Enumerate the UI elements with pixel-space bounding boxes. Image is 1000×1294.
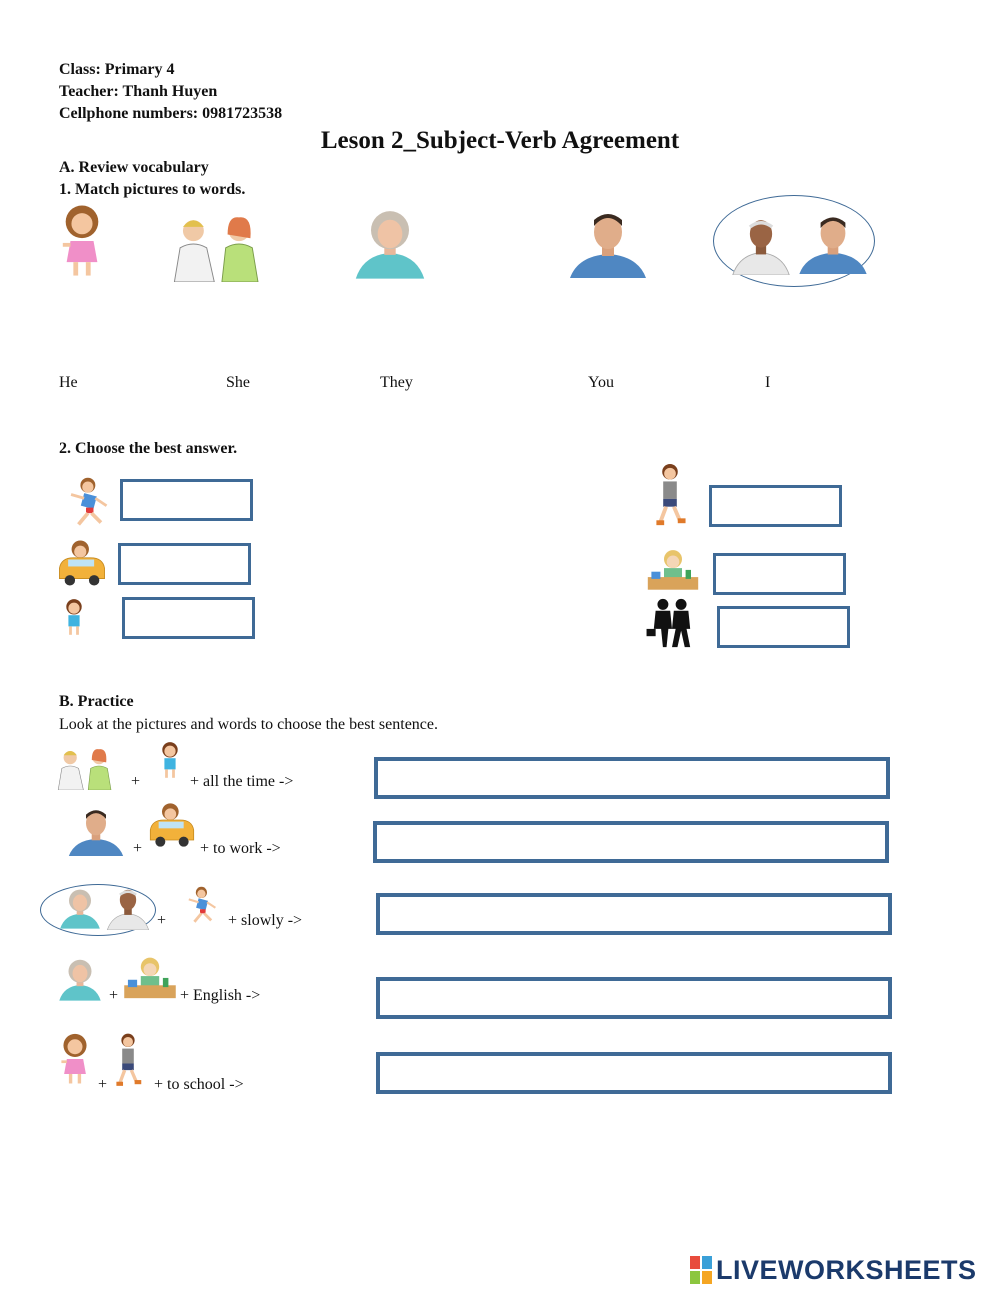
class-line: Class: Primary 4 [59, 61, 175, 78]
word-you[interactable]: You [588, 374, 614, 391]
sentence-box[interactable] [374, 757, 890, 799]
logo-mark-icon [690, 1256, 712, 1284]
walking-boy-icon [650, 462, 690, 530]
word-he[interactable]: He [59, 374, 78, 391]
sentence-box[interactable] [373, 821, 889, 863]
businessmen-icon [644, 598, 700, 648]
old-man-icon [731, 215, 791, 275]
row-phrase: + English -> [180, 987, 261, 1004]
running-kid-icon [179, 884, 221, 926]
plus-sign: + [109, 987, 119, 1004]
girl-icon [58, 1030, 92, 1088]
phone-line: Cellphone numbers: 0981723538 [59, 105, 283, 122]
studying-kid-icon [646, 546, 700, 592]
answer-box-run[interactable] [120, 479, 253, 521]
word-i[interactable]: I [765, 374, 771, 391]
crying-girl-icon [60, 593, 88, 643]
answer-box-drive[interactable] [118, 543, 251, 585]
running-kid-icon [57, 474, 115, 530]
man-icon [797, 212, 869, 274]
answer-box-business[interactable] [717, 606, 850, 648]
plus-sign: + [98, 1076, 108, 1093]
row-phrase: + to school -> [154, 1076, 244, 1093]
plus-sign: + [133, 840, 143, 857]
answer-box-cry[interactable] [122, 597, 255, 639]
man-icon[interactable] [567, 208, 649, 278]
exercise2-heading: 2. Choose the best answer. [59, 440, 238, 457]
girl-icon[interactable] [58, 202, 106, 280]
teacher-line: Teacher: Thanh Huyen [59, 83, 218, 100]
exercise1-heading: 1. Match pictures to words. [59, 181, 246, 198]
two-people-icon[interactable] [172, 206, 268, 282]
old-woman-icon [57, 955, 103, 1003]
two-people-icon [56, 742, 118, 790]
old-woman-icon [58, 886, 102, 930]
page-title: Leson 2_Subject-Verb Agreement [320, 127, 680, 154]
man-icon [66, 806, 126, 856]
old-man-icon [106, 886, 150, 930]
studying-kid-icon [122, 954, 178, 1000]
driving-kid-icon [56, 533, 108, 593]
row-phrase: + all the time -> [190, 773, 294, 790]
answer-box-study[interactable] [713, 553, 846, 595]
answer-box-walk[interactable] [709, 485, 842, 527]
driving-kid-icon [147, 796, 197, 854]
sentence-box[interactable] [376, 1052, 892, 1094]
logo-text: LIVEWORKSHEETS [716, 1254, 977, 1285]
section-a-heading: A. Review vocabulary [59, 159, 209, 176]
word-they[interactable]: They [380, 374, 413, 391]
liveworksheets-logo [690, 1254, 977, 1286]
crying-girl-icon [156, 737, 184, 785]
row-phrase: + to work -> [200, 840, 281, 857]
plus-sign: + [131, 773, 141, 790]
sentence-box[interactable] [376, 977, 892, 1019]
word-she[interactable]: She [226, 374, 250, 391]
old-woman-icon[interactable] [352, 205, 428, 281]
row-phrase: + slowly -> [228, 912, 303, 929]
walking-boy-icon [111, 1032, 145, 1090]
plus-sign: + [157, 912, 167, 929]
section-b-heading: B. Practice [59, 693, 134, 710]
section-b-instruction: Look at the pictures and words to choose the best sentence. [59, 716, 438, 733]
sentence-box[interactable] [376, 893, 892, 935]
